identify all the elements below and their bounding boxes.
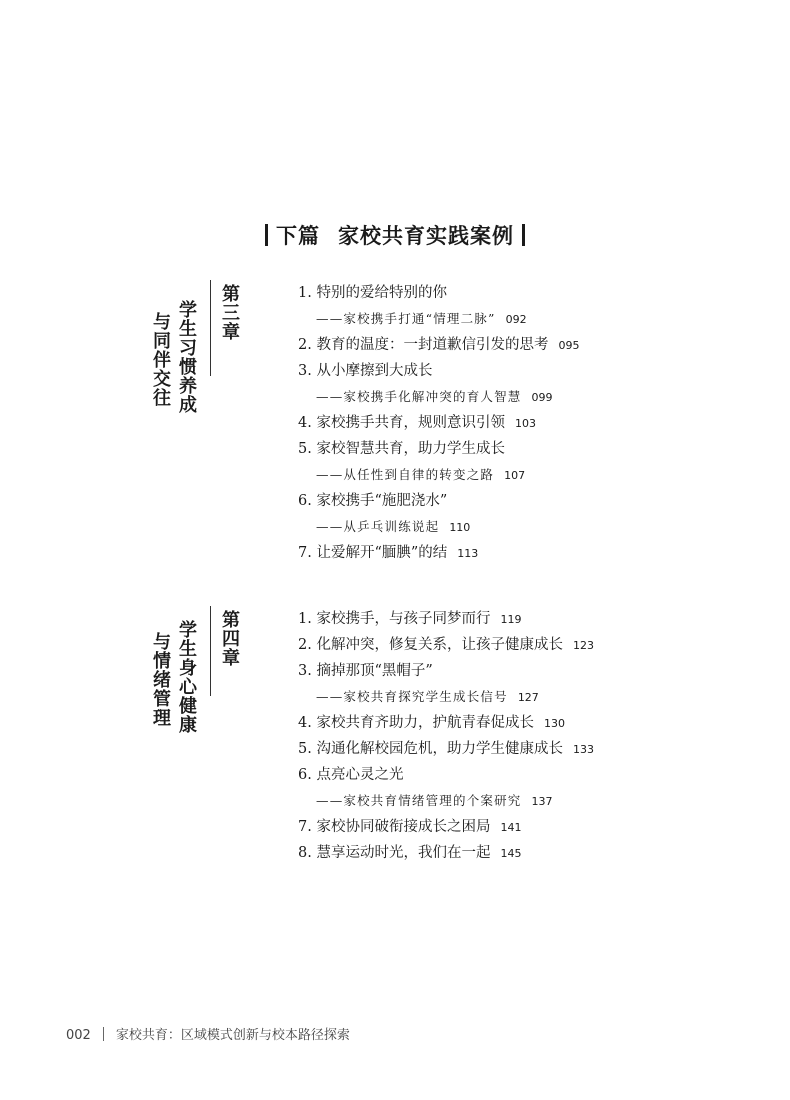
footer-divider [103, 1027, 104, 1041]
toc-entry[interactable] [298, 632, 594, 658]
toc-entry[interactable] [298, 306, 579, 332]
book-title: 家校共育：区域模式创新与校本路径探索 [115, 1028, 350, 1043]
heading-bar-left [265, 224, 268, 246]
toc-entry[interactable] [298, 606, 594, 632]
toc-entry-title: 2. 化解冲突，修复关系，让孩子健康成长 [298, 637, 563, 653]
chapter-4-rule [210, 606, 211, 696]
toc-entry-page: 127 [517, 691, 539, 704]
toc-entry-title: 6. 点亮心灵之光 [298, 767, 404, 783]
toc-entry-page: 107 [504, 469, 526, 482]
toc-entry[interactable] [298, 762, 594, 788]
toc-entry-title: 7. 让爱解开“腼腆”的结 [298, 545, 448, 561]
toc-entry-title: 5. 家校智慧共育，助力学生成长 [298, 441, 505, 457]
chapter-3-toc [298, 280, 579, 566]
toc-entry-subtitle: ——家校携手化解冲突的育人智慧 [316, 389, 522, 404]
toc-entry[interactable] [298, 436, 579, 462]
part-title: 家校共育实践案例 [338, 224, 514, 248]
toc-entry-subtitle: ——从任性到自律的转变之路 [316, 467, 495, 482]
toc-entry-title: 8. 慧享运动时光，我们在一起 [298, 845, 491, 861]
toc-entry-page: 103 [514, 417, 536, 430]
chapter-4-number: 第四章 [219, 610, 240, 667]
toc-entry-subtitle: ——从乒乓训练说起 [316, 519, 440, 534]
toc-entry[interactable] [298, 684, 594, 710]
heading-bar-right [522, 224, 525, 246]
toc-entry-subtitle: ——家校共育情绪管理的个案研究 [316, 793, 522, 808]
part-label: 下篇 [276, 224, 320, 248]
toc-entry[interactable] [298, 840, 594, 866]
toc-entry-page: 145 [500, 847, 522, 860]
toc-entry-page: 130 [543, 717, 565, 730]
toc-entry-page: 133 [572, 743, 594, 756]
toc-entry-subtitle: ——家校携手打通“情理二脉” [316, 311, 496, 326]
chapter-3-title-line2: 与同伴交往 [150, 312, 171, 407]
toc-entry-page: 110 [449, 521, 471, 534]
toc-entry[interactable] [298, 280, 579, 306]
chapter-4-toc [298, 606, 594, 866]
toc-entry[interactable] [298, 540, 579, 566]
toc-entry[interactable] [298, 710, 594, 736]
toc-entry-page: 141 [500, 821, 522, 834]
part-heading [0, 220, 790, 250]
toc-entry[interactable] [298, 358, 579, 384]
page-number: 002 [66, 1028, 91, 1043]
toc-entry-title: 4. 家校共育齐助力，护航青春促成长 [298, 715, 534, 731]
chapter-4-title-line1: 学生身心健康 [176, 620, 197, 734]
toc-entry-title: 2. 教育的温度：一封道歉信引发的思考 [298, 337, 549, 353]
toc-entry-page: 099 [531, 391, 553, 404]
toc-entry-title: 3. 摘掉那顶“黑帽子” [298, 663, 433, 679]
chapter-3-title-line1: 学生习惯养成 [176, 300, 197, 414]
toc-entry[interactable] [298, 488, 579, 514]
chapter-4-title-line2: 与情绪管理 [150, 632, 171, 727]
toc-entry[interactable] [298, 736, 594, 762]
toc-entry-title: 1. 特别的爱给特别的你 [298, 285, 447, 301]
toc-entry-title: 3. 从小摩擦到大成长 [298, 363, 433, 379]
toc-entry[interactable] [298, 514, 579, 540]
page-footer [66, 1024, 350, 1043]
toc-entry[interactable] [298, 462, 579, 488]
toc-entry-page: 113 [457, 547, 479, 560]
toc-entry-title: 7. 家校协同破衔接成长之困局 [298, 819, 491, 835]
toc-entry-title: 4. 家校携手共育，规则意识引领 [298, 415, 505, 431]
toc-entry[interactable] [298, 332, 579, 358]
toc-entry-page: 123 [572, 639, 594, 652]
toc-entry-page: 119 [500, 613, 522, 626]
toc-entry[interactable] [298, 788, 594, 814]
toc-entry-subtitle: ——家校共育探究学生成长信号 [316, 689, 508, 704]
toc-entry[interactable] [298, 658, 594, 684]
toc-entry-title: 6. 家校携手“施肥浇水” [298, 493, 448, 509]
toc-entry-page: 095 [558, 339, 580, 352]
chapter-3-number: 第三章 [219, 284, 240, 341]
toc-entry-title: 5. 沟通化解校园危机，助力学生健康成长 [298, 741, 563, 757]
toc-entry[interactable] [298, 384, 579, 410]
toc-entry[interactable] [298, 814, 594, 840]
toc-entry-page: 092 [505, 313, 527, 326]
toc-entry-page: 137 [531, 795, 553, 808]
chapter-3-rule [210, 280, 211, 376]
toc-entry-title: 1. 家校携手，与孩子同梦而行 [298, 611, 491, 627]
toc-entry[interactable] [298, 410, 579, 436]
